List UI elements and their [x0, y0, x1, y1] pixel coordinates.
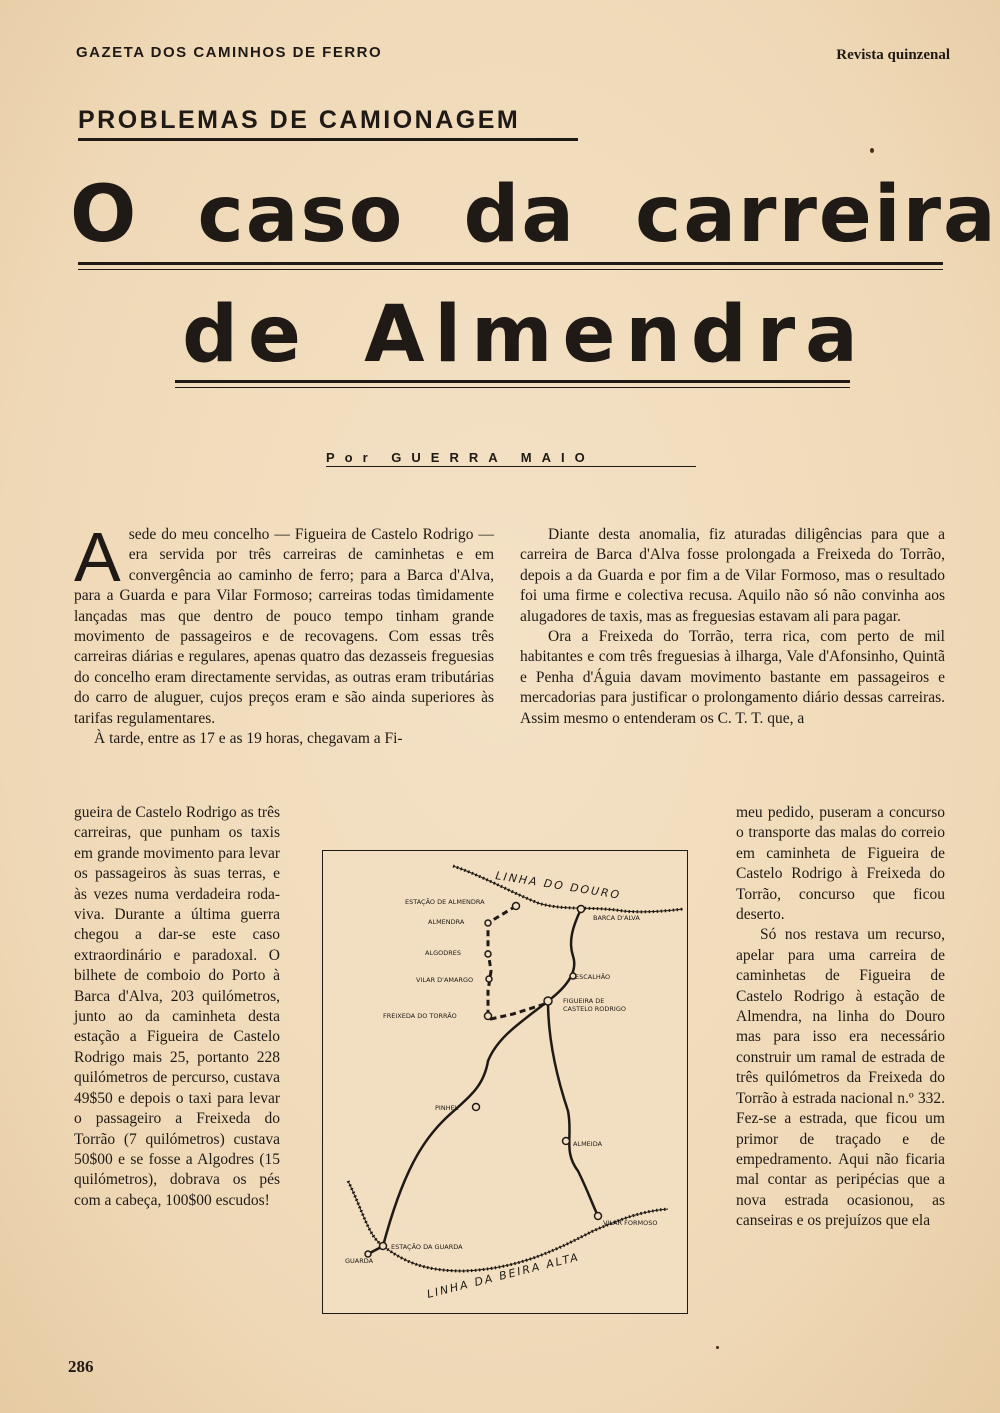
- node-estacao-almendra: [513, 903, 520, 910]
- article-byline: Por GUERRA MAIO: [326, 450, 595, 465]
- right-paragraph-3: Só nos restava um recurso, apelar para uma carreira de caminhetas de Figueira de Castelo Rodrigo à estação de Almendra, na linha do Douro mas para isso era necessário construir um ramal de estrada de três quilómetros da Freixeda do Torrão à estrada nacional n.º 332. Fez-se a estrada, que ficou um primor de traçado e de empedramento. Aqui não ficaria mal contar as peripécias que a nova estrada ocasionou, as canseiras e os prejuízos que ela: [736, 926, 945, 1230]
- label-figueira-2: CASTELO RODRIGO: [563, 1005, 626, 1013]
- publication-name: GAZETA DOS CAMINHOS DE FERRO: [76, 44, 383, 61]
- road-figueira-almeida-vilar: [548, 1001, 598, 1216]
- label-estacao-almendra: ESTAÇÃO DE ALMENDRA: [405, 898, 485, 906]
- node-freixeda: [485, 1013, 492, 1020]
- publication-frequency: Revista quinzenal: [836, 47, 950, 63]
- right-column: [520, 525, 945, 729]
- route-map: [322, 850, 688, 1314]
- title-rule-thin-2: [175, 387, 850, 388]
- article-title-line-1: O caso da carreira: [70, 170, 998, 260]
- label-vilar-amargo: VILAR D'AMARGO: [416, 976, 474, 984]
- right-paragraph-2-cont: meu pedido, puseram a concurso o transporte das malas do correio em caminheta de Figueira de Castelo Rodrigo à Freixeda do Torrão, concurso que ficou deserto.: [736, 804, 945, 924]
- title-rule-thick-2: [175, 380, 850, 383]
- label-vilar-formoso: VILAR FORMOSO: [603, 1219, 658, 1227]
- label-linha-douro: LINHA DO DOURO: [494, 869, 623, 902]
- road-barca-figueira: [548, 909, 581, 1001]
- label-pinhel: PINHEL: [435, 1104, 459, 1112]
- left-paragraph-2: À tarde, entre as 17 e as 19 horas, chegavam a Fi-: [94, 730, 403, 748]
- paper-speck: [870, 148, 874, 153]
- node-barca-alva: [578, 906, 585, 913]
- label-almeida: ALMEIDA: [573, 1140, 603, 1148]
- label-algodres: ALGODRES: [425, 949, 461, 957]
- left-paragraph-1: sede do meu concelho — Figueira de Castelo Rodrigo — era servida por três carreiras de caminhetas e em convergência ao caminho de ferro; para a Barca d'Alva, para a Guarda e para Vilar Formoso; carreiras todas tìmidamente lançadas mas que dentro de pouco tempo tinham grande movimento de passageiros e de recovagens. Com essas três carreiras diárias e regulares, apenas quatro das dezasseis freguesias do concelho eram directamente servidas, as outras eram tributárias do carro de aluguer, cujos preços eram e são ainda superiores às tarifas regulamentares.: [74, 526, 494, 727]
- right-narrow-column: [736, 803, 945, 1232]
- page-number: 286: [68, 1357, 94, 1376]
- node-pinhel: [473, 1104, 480, 1111]
- node-almendra: [485, 920, 491, 926]
- title-rule-thin: [78, 269, 943, 270]
- right-paragraph-1: Diante desta anomalia, fiz aturadas diligências para que a carreira de Barca d'Alva fosse prolongada a Freixeda do Torrão, depois a da Guarda e por fim a de Vilar Formoso, mas o resultado foi uma firme e colectiva recusa. Aquilo não só não convinha aos alugadores de taxis, mas as freguesias estavam ali para pagar.: [520, 526, 945, 625]
- label-escalhao: ESCALHÃO: [575, 973, 611, 981]
- left-narrow-column: [74, 803, 280, 1211]
- label-barca-alva: BARCA D'ALVA: [593, 914, 640, 922]
- left-column: [74, 518, 494, 749]
- road-figueira-pinhel-guarda: [383, 1001, 548, 1246]
- node-figueira: [544, 997, 552, 1005]
- label-guarda: GUARDA: [345, 1257, 374, 1265]
- byline-underline: [326, 466, 696, 467]
- new-route-dashed: [488, 906, 548, 1019]
- article-title-line-2: de Almendra: [182, 290, 868, 380]
- node-almeida: [563, 1138, 570, 1145]
- paper-speck: [716, 1346, 719, 1349]
- label-figueira-1: FIGUEIRA DE: [563, 997, 605, 1005]
- label-linha-beira-alta: LINHA DA BEIRA ALTA: [425, 1250, 582, 1301]
- label-estacao-guarda: ESTAÇÃO DA GUARDA: [391, 1243, 463, 1251]
- route-map-drawing: [323, 851, 687, 1313]
- title-rule-thick: [78, 262, 943, 265]
- label-almendra: ALMENDRA: [428, 918, 465, 926]
- node-algodres: [485, 951, 491, 957]
- kicker-underline: [78, 138, 578, 141]
- node-vilar-amargo: [486, 976, 492, 982]
- node-vilar-formoso: [595, 1213, 602, 1220]
- section-kicker: PROBLEMAS DE CAMIONAGEM: [78, 106, 521, 134]
- drop-cap: A: [74, 518, 121, 596]
- right-paragraph-2: Ora a Freixeda do Torrão, terra rica, com perto de mil habitantes e com três freguesias à ilharga, Vale d'Afonsinho, Quintã e Penha d'Águia davam movimento bastante em passageiros e mercadorias para justificar o prolongamento diário dessas carreiras. Assim mesmo o entenderam os C. T. T. que, a: [520, 628, 945, 727]
- node-estacao-guarda: [380, 1243, 387, 1250]
- left-paragraph-2-cont: gueira de Castelo Rodrigo as três carreiras, que punham os taxis em grande movimento para levar os passageiros às suas terras, e às vezes numa verdadeira roda-viva. Durante a última guerra chegou a dar-se este caso extraordinário e paradoxal. O bilhete de comboio do Porto à Barca d'Alva, 203 quilómetros, junto ao da caminheta desta estação a Figueira de Castelo Rodrigo mais 25, portanto 228 quilómetros de percurso, custava 49$50 e depois o taxi para levar o passageiro a Freixeda do Torrão (7 quilómetros) custava 50$00 e se fosse a Algodres (15 quilómetros), dobrava os pés com a cabeça, 100$00 escudos!: [74, 804, 280, 1209]
- label-freixeda: FREIXEDA DO TORRÃO: [383, 1012, 457, 1020]
